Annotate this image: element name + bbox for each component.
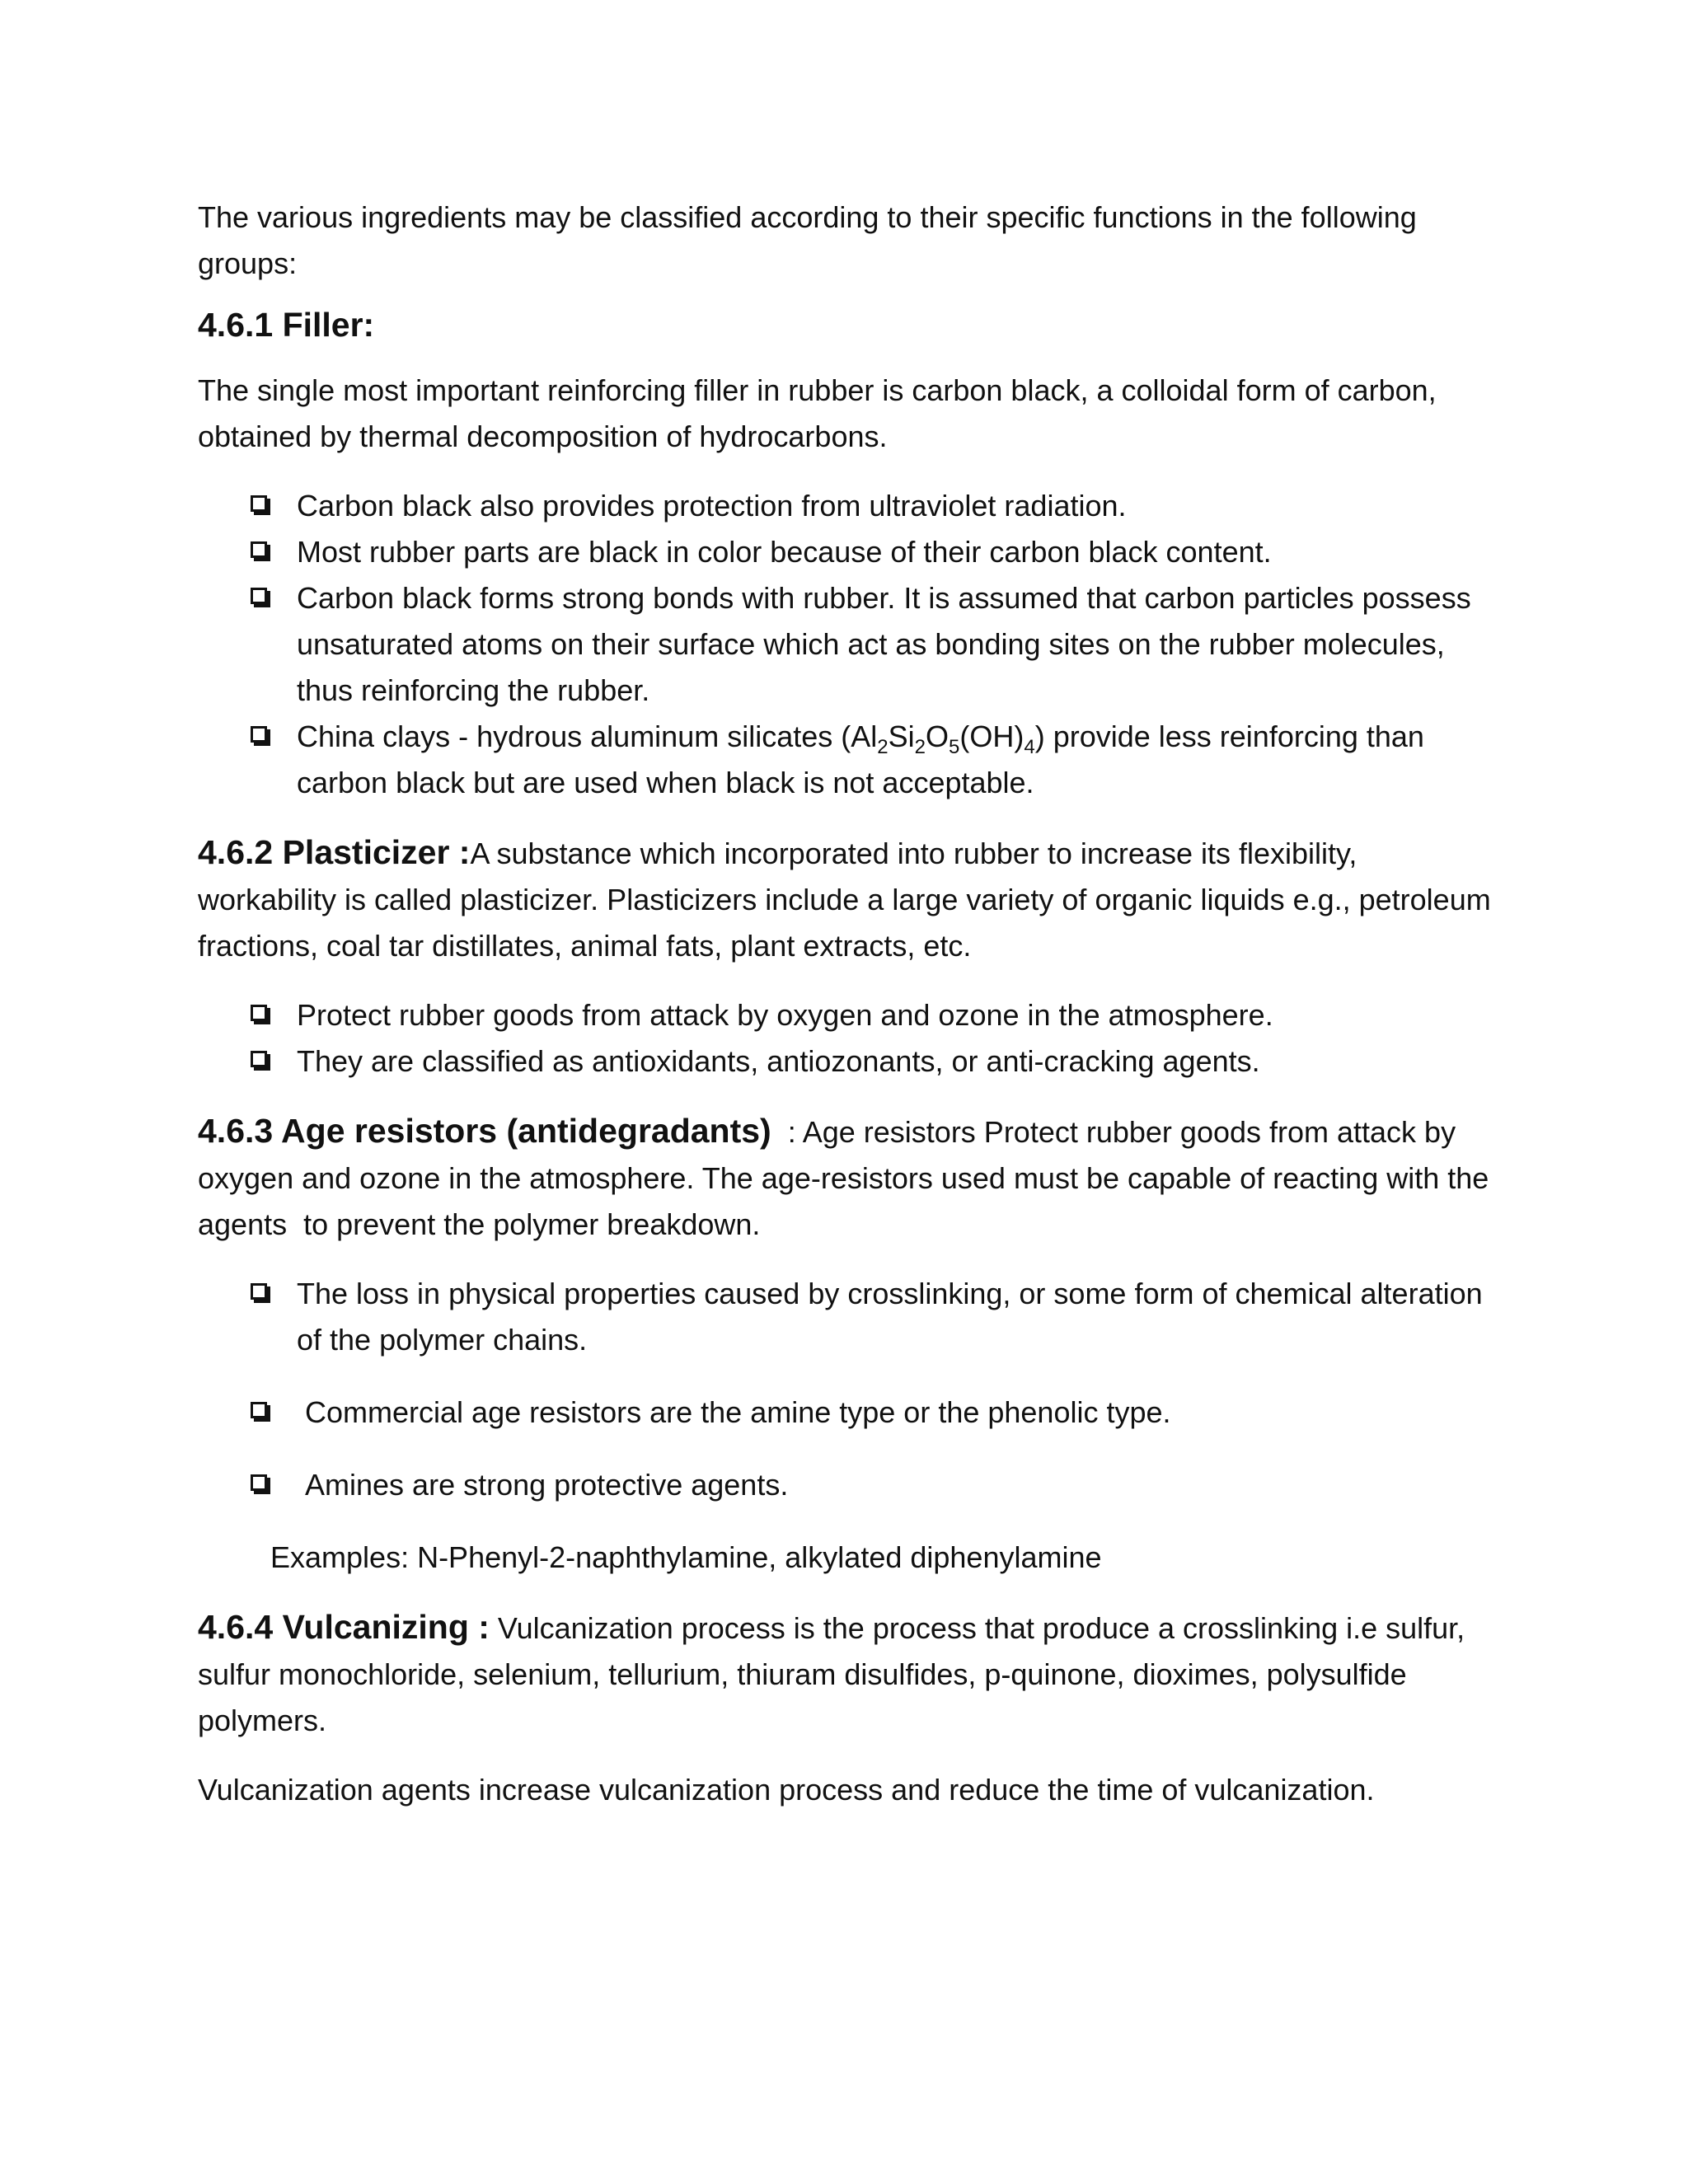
age-resistors-text: : Age resistors Protect rubber goods from attack by oxygen and ozone in the atmosphere. The age-resistors used must be capable of reacting with the agents to prevent the polymer breakdown. (198, 1115, 1498, 1241)
list-item-text: They are classified as antioxidants, antiozonants, or anti-cracking agents. (297, 1044, 1260, 1078)
china-clay-text: China clays - hydrous aluminum silicates $(Al_2Si_2O_5(OH)_4)$ provide less reinforcing than carbon black but are used when black is not acceptable. (297, 719, 1424, 799)
plasticizer-bullet-list (198, 992, 1500, 1085)
vulcanizing-text: Vulcanization process is the process that produce a crosslinking i.e sulfur, sulfur monochloride, selenium, tellurium, thiuram disulfides, p-quinone, dioximes, polysulfide polymers. (198, 1611, 1465, 1737)
list-item-text: Carbon black also provides protection from ultraviolet radiation. (297, 489, 1127, 523)
list-item (249, 1462, 1500, 1508)
document-page (198, 194, 1500, 1813)
list-item (249, 483, 1500, 529)
intro-paragraph: The various ingredients may be classified according to their specific functions in the following groups: (198, 200, 1417, 280)
list-item-text: Carbon black forms strong bonds with rubber. It is assumed that carbon particles possess unsaturated atoms on their surface which act as bonding sites on the rubber molecules, thus reinforcing the rubber. (297, 581, 1471, 707)
checkbox-bullet-icon (251, 541, 267, 558)
section-heading-filler: 4.6.1 Filler: (198, 306, 375, 344)
filler-paragraph: The single most important reinforcing filler in rubber is carbon black, a colloidal form of carbon, obtained by thermal decomposition of hydrocarbons. (198, 373, 1437, 453)
plasticizer-text: A substance which incorporated into rubber to increase its flexibility, workability is called plasticizer. Plasticizers include a large variety of organic liquids e.g., petroleum fractions, coal tar distillates, animal fats, plant extracts, etc. (198, 837, 1491, 963)
checkbox-bullet-icon (251, 1005, 267, 1021)
age-resistors-paragraph (198, 1108, 1500, 1248)
checkbox-bullet-icon (251, 1051, 267, 1067)
plasticizer-paragraph (198, 829, 1500, 969)
list-item-text: Commercial age resistors are the amine type or the phenolic type. (297, 1395, 1171, 1429)
checkbox-bullet-icon (251, 495, 267, 512)
list-item (249, 529, 1500, 575)
section-heading-vulcanizing: 4.6.4 Vulcanizing : (198, 1608, 490, 1646)
checkbox-bullet-icon (251, 1283, 267, 1300)
checkbox-bullet-icon (251, 1474, 267, 1491)
list-item (249, 992, 1500, 1038)
section-heading-plasticizer: 4.6.2 Plasticizer : (198, 833, 471, 871)
age-resistors-bullet-list (198, 1271, 1500, 1508)
list-item (249, 575, 1500, 714)
vulcanization-closing-paragraph: Vulcanization agents increase vulcanization process and reduce the time of vulcanization. (198, 1773, 1375, 1807)
checkbox-bullet-icon (251, 588, 267, 604)
list-item-text: Protect rubber goods from attack by oxygen and ozone in the atmosphere. (297, 998, 1273, 1032)
list-item-text: Amines are strong protective agents. (297, 1468, 789, 1502)
checkbox-bullet-icon (251, 726, 267, 743)
checkbox-bullet-icon (251, 1402, 267, 1418)
vulcanizing-paragraph (198, 1604, 1500, 1744)
section-heading-age-resistors: 4.6.3 Age resistors (antidegradants) (198, 1112, 771, 1150)
filler-bullet-list (198, 483, 1500, 806)
list-item-text: The loss in physical properties caused by crosslinking, or some form of chemical alteration of the polymer chains. (297, 1277, 1483, 1357)
list-item (249, 1038, 1500, 1085)
examples-line: Examples: N-Phenyl-2-naphthylamine, alkylated diphenylamine (270, 1540, 1102, 1574)
list-item-text: Most rubber parts are black in color because of their carbon black content. (297, 535, 1272, 569)
list-item-china-clay (249, 714, 1500, 806)
list-item (249, 1390, 1500, 1436)
list-item (249, 1271, 1500, 1363)
